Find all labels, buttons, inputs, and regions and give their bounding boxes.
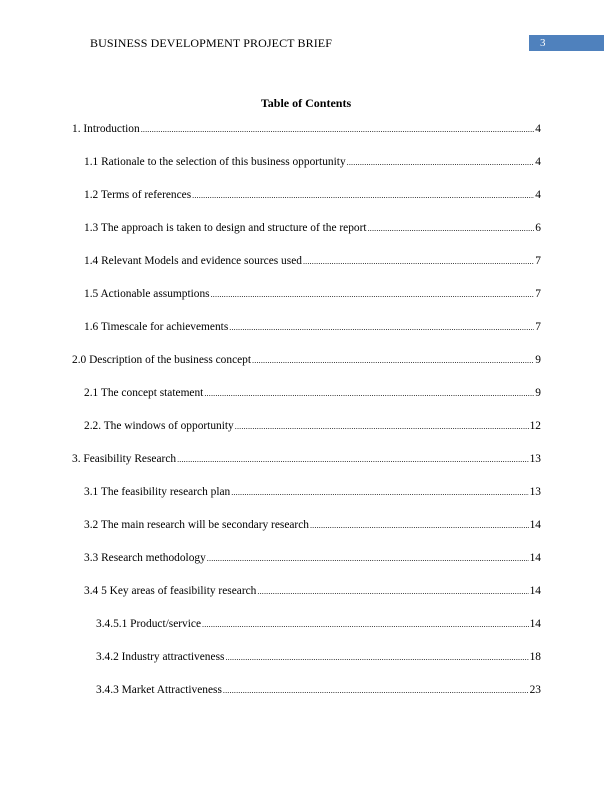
toc-entry-label: 1.4 Relevant Models and evidence sources used	[84, 255, 302, 267]
page-number-badge: 3	[529, 35, 604, 51]
toc-dot-leader	[202, 620, 529, 629]
toc-dot-leader	[211, 290, 535, 299]
toc-entry[interactable]	[72, 651, 541, 684]
toc-entry[interactable]	[72, 420, 541, 453]
toc-dot-leader	[303, 257, 534, 266]
toc-entry-label: 1. Introduction	[72, 123, 140, 135]
toc-dot-leader	[231, 488, 528, 497]
toc-entry-label: 3.3 Research methodology	[84, 552, 206, 564]
toc-entry-page: 14	[529, 552, 541, 564]
toc-entry-page: 7	[535, 288, 541, 300]
toc-entry-label: 3. Feasibility Research	[72, 453, 177, 465]
toc-entry-page: 14	[529, 585, 541, 597]
toc-entry[interactable]	[72, 618, 541, 651]
toc-entry-page: 4	[535, 189, 541, 201]
toc-entry-page: 7	[535, 255, 541, 267]
toc-entry-label: 3.4.2 Industry attractiveness	[96, 651, 225, 663]
toc-dot-leader	[252, 356, 534, 365]
toc-entry-page: 14	[529, 618, 541, 630]
toc-entry[interactable]	[72, 354, 541, 387]
toc-entry[interactable]	[72, 585, 541, 618]
toc-dot-leader	[141, 125, 535, 134]
toc-entry-page: 12	[529, 420, 541, 432]
toc-entry-label: 3.4.3 Market Attractiveness	[96, 684, 222, 696]
toc-dot-leader	[177, 455, 529, 464]
toc-dot-leader	[192, 191, 534, 200]
toc-entry[interactable]	[72, 519, 541, 552]
toc-entry-label: 2.1 The concept statement	[84, 387, 204, 399]
toc-entry-label: 3.2 The main research will be secondary research	[84, 519, 309, 531]
toc-dot-leader	[310, 521, 529, 530]
toc-list	[72, 123, 541, 717]
toc-entry-page: 18	[529, 651, 541, 663]
toc-dot-leader	[257, 587, 528, 596]
toc-entry-label: 3.1 The feasibility research plan	[84, 486, 231, 498]
toc-entry-label: 1.5 Actionable assumptions	[84, 288, 210, 300]
toc-entry-page: 6	[535, 222, 541, 234]
toc-entry-page: 13	[529, 486, 541, 498]
toc-entry[interactable]	[72, 486, 541, 519]
toc-entry[interactable]	[72, 321, 541, 354]
toc-entry-page: 9	[535, 387, 541, 399]
toc-entry-page: 4	[535, 123, 541, 135]
toc-entry[interactable]	[72, 552, 541, 585]
toc-entry-label: 2.2. The windows of opportunity	[84, 420, 234, 432]
toc-entry-page: 23	[529, 684, 541, 696]
toc-dot-leader	[204, 389, 534, 398]
toc-entry-page: 14	[529, 519, 541, 531]
toc-dot-leader	[235, 422, 529, 431]
toc-dot-leader	[368, 224, 535, 233]
toc-entry[interactable]	[72, 387, 541, 420]
toc-entry-page: 9	[535, 354, 541, 366]
toc-dot-leader	[223, 686, 529, 695]
toc-title: Table of Contents	[260, 96, 352, 110]
toc-entry[interactable]	[72, 156, 541, 189]
toc-entry-label: 1.6 Timescale for achievements	[84, 321, 229, 333]
header-title: BUSINESS DEVELOPMENT PROJECT BRIEF	[90, 36, 332, 50]
toc-entry[interactable]	[72, 222, 541, 255]
toc-dot-leader	[225, 653, 528, 662]
toc-entry[interactable]	[72, 189, 541, 222]
toc-entry[interactable]	[72, 684, 541, 717]
toc-dot-leader	[229, 323, 534, 332]
toc-entry-label: 1.3 The approach is taken to design and structure of the report	[84, 222, 367, 234]
toc-entry[interactable]	[72, 288, 541, 321]
toc-dot-leader	[207, 554, 529, 563]
toc-entry[interactable]	[72, 255, 541, 288]
toc-dot-leader	[347, 158, 535, 167]
toc-entry-label: 1.1 Rationale to the selection of this business opportunity	[84, 156, 346, 168]
toc-entry-label: 3.4 5 Key areas of feasibility research	[84, 585, 257, 597]
toc-entry-page: 7	[535, 321, 541, 333]
toc-entry-page: 13	[529, 453, 541, 465]
toc-entry[interactable]	[72, 123, 541, 156]
toc-entry-label: 2.0 Description of the business concept	[72, 354, 252, 366]
toc-entry-page: 4	[535, 156, 541, 168]
toc-entry-label: 3.4.5.1 Product/service	[96, 618, 202, 630]
toc-entry[interactable]	[72, 453, 541, 486]
toc-entry-label: 1.2 Terms of references	[84, 189, 192, 201]
